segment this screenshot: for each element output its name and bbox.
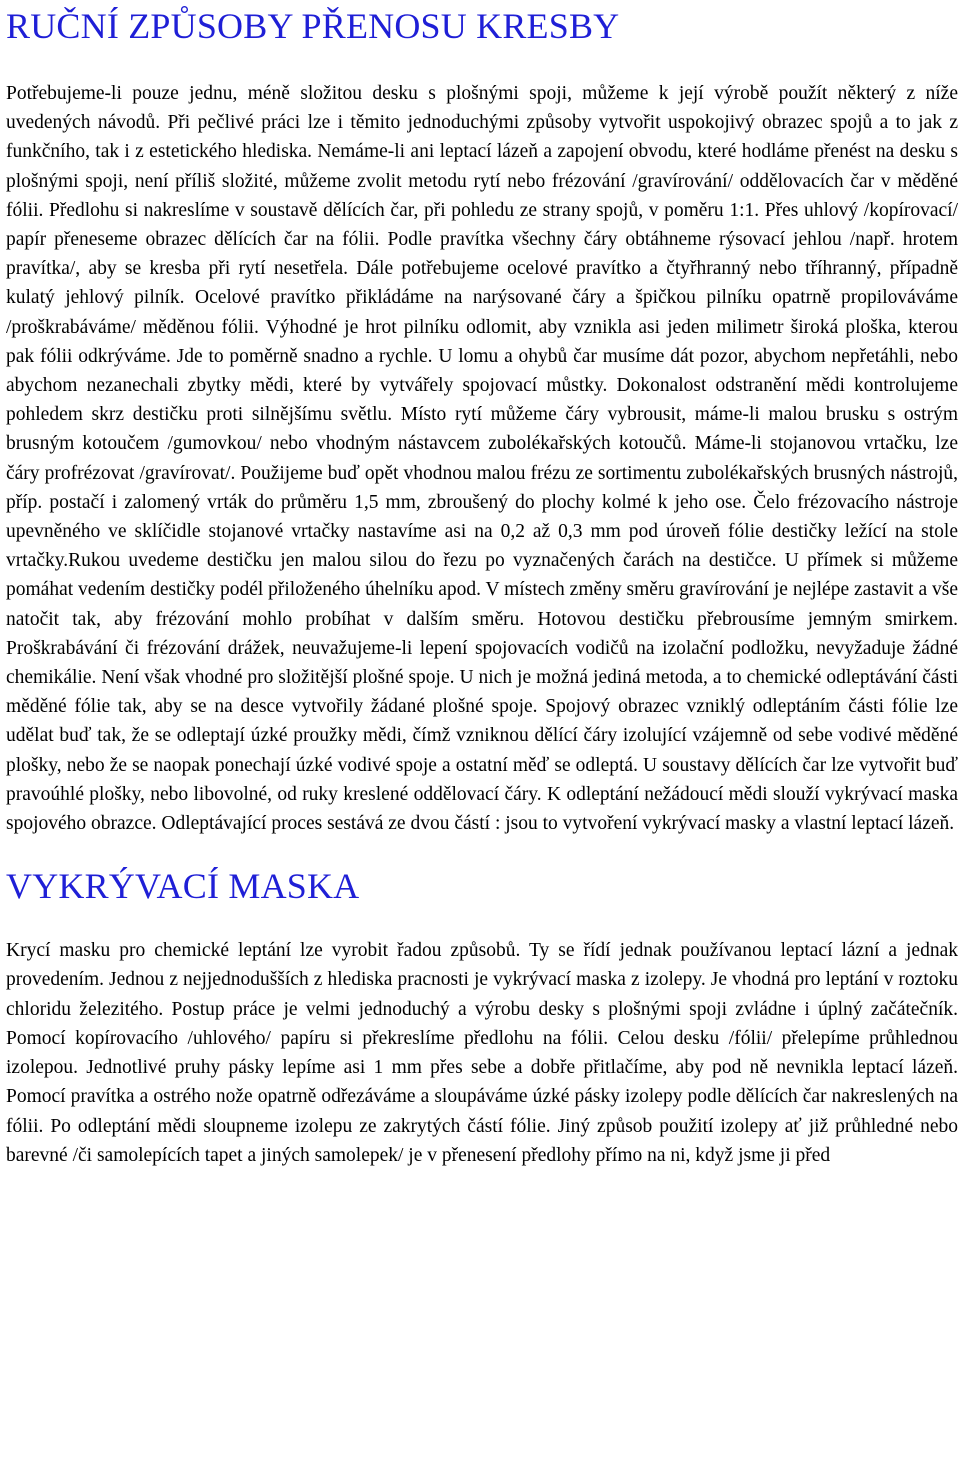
section-heading-manual-transfer: RUČNÍ ZPŮSOBY PŘENOSU KRESBY	[6, 6, 620, 46]
document-page	[6, 0, 958, 1170]
section-paragraph-manual-transfer: Potřebujeme-li pouze jednu, méně složitou desku s plošnými spoji, můžeme k její výrobě použít některý z níže uvedených návodů. Při pečlivé práci lze i těmito jednoduchými způsoby vytvořit uspokojivý obrazec spojů a to jak z funkčního, tak i z estetického hlediska. Nemáme-li ani leptací lázeň a zapojení obvodu, které hodláme přenést na desku s plošnými spoji, není příliš složité, můžeme zvolit metodu rytí nebo frézování /gravírování/ oddělovacích čar v měděné fólii. Předlohu si nakreslíme v soustavě dělících čar, při pohledu ze strany spojů, v poměru 1:1. Přes uhlový /kopírovací/ papír přeneseme obrazec dělících čar na fólii. Podle pravítka všechny čáry obtáhneme rýsovací jehlou /např. hrotem pravítka/, aby se kresba při rytí nesetřela. Dále potřebujeme ocelové pravítko a čtyřhranný nebo tříhranný, případně kulatý jehlový pilník. Ocelové pravítko přikládáme na narýsované čáry a špičkou pilníku opatrně propilováváme /proškrabáváme/ měděnou fólii. Výhodné je hrot pilníku odlomit, aby vznikla asi jeden milimetr široká ploška, kterou pak fólii odkrýváme. Jde to poměrně snadno a rychle. U lomu a ohybů čar musíme dát pozor, abychom nepřetáhli, nebo abychom nezanechali zbytky mědi, které by vytvářely spojovací můstky. Dokonalost odstranění mědi kontrolujeme pohledem skrz destičku proti silnějšímu světlu. Místo rytí můžeme čáry vybrousit, máme-li malou brusku s ostrým brusným kotoučem /gumovkou/ nebo vhodným nástavcem zubolékařských kotoučů. Máme-li stojanovou vrtačku, lze čáry profrézovat /gravírovat/. Použijeme buď opět vhodnou malou frézu ze sortimentu zubolékařských brusných nástrojů, příp. postačí i zalomený vrták do průměru 1,5 mm, zbroušený do plochy kolmé k jeho ose. Čelo frézovacího nástroje upevněného ve sklíčidle stojanové vrtačky nastavíme asi na 0,2 až 0,3 mm pod úroveň fólie destičky ležící na stole vrtačky.Rukou uvedeme destičku jen malou silou do řezu po vyznačených čarách na destičce. U přímek si můžeme pomáhat vedením destičky podél přiloženého úhelníku apod. V místech změny směru gravírování je nejlépe zastavit a vše natočit tak, aby frézování mohlo probíhat v dalším směru. Hotovou destičku přebrousíme jemným smirkem. Proškrabávání či frézování drážek, neuvažujeme-li lepení spojovacích vodičů na izolační podložku, nevyžaduje žádné chemikálie. Není však vhodné pro složitější plošné spoje. U nich je možná jediná metoda, a to chemické odleptávání části měděné fólie tak, aby se na desce vytvořily žádané plošné spoje. Spojový obrazec vzniklý odleptáním části fólie lze udělat buď tak, že se odleptají úzké proužky mědi, čímž vzniknou dělící čáry izolující vzájemně od sebe vodivé měděné plošky, nebo že se naopak ponechají úzké vodivé spoje a ostatní měď se odleptá. U soustavy dělících čar lze vytvořit buď pravoúhlé plošky, nebo libovolné, od ruky kreslené oddělovací čáry. K odleptání nežádoucí mědi slouží vykrývací maska spojového obrazce. Odleptávající proces sestává ze dvou částí : jsou to vytvoření vykrývací masky a vlastní leptací lázeň.	[6, 83, 958, 835]
section-heading-masking: VYKRÝVACÍ MASKA	[6, 866, 360, 907]
section-paragraph-masking: Krycí masku pro chemické leptání lze vyrobit řadou způsobů. Ty se řídí jednak používanou leptací lázní a jednak provedením. Jednou z nejjednodušších z hlediska pracnosti je vykrývací maska z izolepy. Je vhodná pro leptání v roztoku chloridu železitého. Postup práce je velmi jednoduchý a výrobu desky s plošnými spoji zvládne i úplný začátečník. Pomocí kopírovacího /uhlového/ papíru si překreslíme předlohu na fólii. Celou desku /fólii/ přelepíme průhlednou izolepou. Jednotlivé pruhy pásky lepíme asi 1 mm přes sebe a dobře přitlačíme, aby pod ně nevnikla leptací lázeň. Pomocí pravítka a ostrého nože opatrně odřezáváme a sloupáváme úzké pásky izolepy podle dělících čar nakreslených na fólii. Po odleptání mědi sloupneme izolepu ze zakrytých částí fólie. Jiný způsob použití izolepy ať již průhledné nebo barevné /či samolepících tapet a jiných samolepek/ je v přenesení předlohy přímo na ni, když jsme ji před	[6, 940, 958, 1166]
